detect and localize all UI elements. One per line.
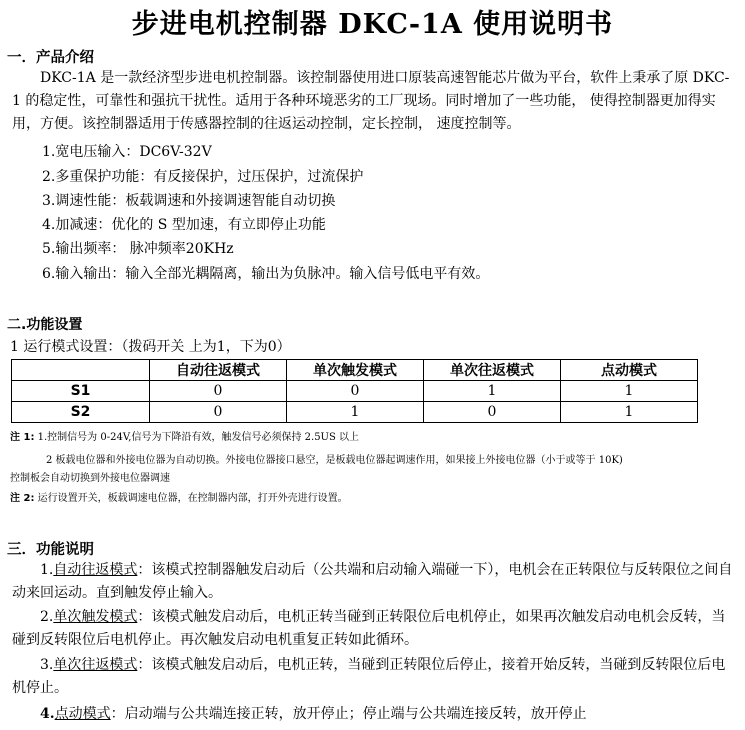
table-header-cell: 点动模式 — [561, 360, 698, 381]
feature-item: 5.输出频率： 脉冲频率20KHz — [42, 241, 234, 257]
table-header-cell: 单次往返模式 — [424, 360, 561, 381]
table-row-header: S1 — [12, 381, 150, 402]
table-cell: 0 — [150, 402, 287, 423]
feature-item: 2.多重保护功能：有反接保护，过压保护，过流保护 — [42, 169, 364, 185]
mode-4-description — [12, 703, 738, 726]
mode-setting-subtitle: 1 运行模式设置：（拨码开关 上为1，下为0） — [10, 339, 291, 355]
mode-3-text: ：该模式触发启动后，电机正转，当碰到正转限位后停止，接着开始反转，当碰到反转限位后电机停止。 — [12, 657, 726, 696]
section-1-heading: 一．产品介绍 — [7, 50, 94, 66]
mode-2-name: 单次触发模式 — [53, 609, 138, 625]
section-3-heading: 三．功能说明 — [7, 542, 94, 558]
section-2-heading: 二.功能设置 — [7, 317, 83, 333]
table-cell: 0 — [287, 381, 424, 402]
mode-3-name: 单次往返模式 — [53, 657, 138, 673]
note-2 — [10, 490, 348, 508]
table-row — [12, 381, 698, 402]
note-1-line-3: 控制板会自动切换到外接电位器调速 — [10, 473, 170, 484]
mode-2-text: ：该模式触发启动后，电机正转当碰到正转限位后电机停止，如果再次触发启动电机会反转，当碰到反转限位后电机停止。再次触发启动电机重复正转如此循环。 — [12, 609, 726, 648]
table-cell: 1 — [424, 381, 561, 402]
mode-3-description — [12, 654, 738, 700]
note-1-label: 注 1: — [10, 432, 35, 443]
mode-number: 3. — [40, 657, 54, 673]
feature-item: 4.加减速：优化的 S 型加速，有立即停止功能 — [42, 217, 326, 233]
mode-1-text: ：该模式控制器触发启动后（公共端和启动输入端碰一下），电机会在正转限位与反转限位之间自动来回运动。直到触发停止输入。 — [12, 562, 733, 601]
note-2-label: 注 2: — [10, 493, 35, 504]
intro-paragraph: DKC-1A 是一款经济型步进电机控制器。该控制器使用进口原装高速智能芯片做为平台，软件上秉承了原 DKC-1 的稳定性，可靠性和强抗干扰性。适用于各种环境恶劣的工厂现场。同时增加了一些功能， 使得控制器更加得实用，方便。该控制器适用于传感器控制的往返运动控制，定长控制， 速度控制等。 — [12, 70, 730, 132]
note-2-text: 运行设置开关，板载调速电位器，在控制器内部，打开外壳进行设置。 — [37, 493, 348, 504]
table-cell: 1 — [561, 402, 698, 423]
table-cell: 1 — [561, 381, 698, 402]
document-title: 步进电机控制器 DKC-1A 使用说明书 — [131, 9, 614, 40]
table-row-header: S2 — [12, 402, 150, 423]
mode-number: 1. — [40, 562, 54, 578]
table-header-cell — [12, 360, 150, 381]
mode-number: 2. — [40, 609, 54, 625]
feature-item: 3.调速性能：板载调速和外接调速智能自动切换 — [42, 193, 336, 209]
mode-2-description — [12, 606, 738, 652]
mode-number: 4. — [40, 706, 55, 722]
mode-setting-table — [11, 359, 698, 423]
table-cell: 0 — [424, 402, 561, 423]
mode-1-name: 自动往返模式 — [53, 562, 138, 578]
mode-4-name: 点动模式 — [54, 706, 111, 722]
note-1-line-1: 1.控制信号为 0-24V,信号为下降沿有效，触发信号必须保持 2.5US 以上 — [37, 432, 360, 443]
mode-4-text: ：启动端与公共端连接正转，放开停止；停止端与公共端连接反转，放开停止 — [110, 706, 587, 722]
table-header-cell: 单次触发模式 — [287, 360, 424, 381]
feature-item: 1.宽电压输入：DC6V-32V — [42, 144, 212, 160]
mode-1-description — [12, 559, 738, 605]
table-row — [12, 402, 698, 423]
table-cell: 1 — [287, 402, 424, 423]
feature-item: 6.输入输出：输入全部光耦隔离，输出为负脉冲。输入信号低电平有效。 — [42, 266, 490, 282]
table-cell: 0 — [150, 381, 287, 402]
table-header-cell: 自动往返模式 — [150, 360, 287, 381]
table-header-row — [12, 360, 698, 381]
note-1 — [10, 429, 359, 447]
note-1-line-2: 2 板载电位器和外接电位器为自动切换。外接电位器接口悬空，是板载电位器起调速作用，如果接上外接电位器（小于或等于 10K) — [46, 455, 623, 466]
